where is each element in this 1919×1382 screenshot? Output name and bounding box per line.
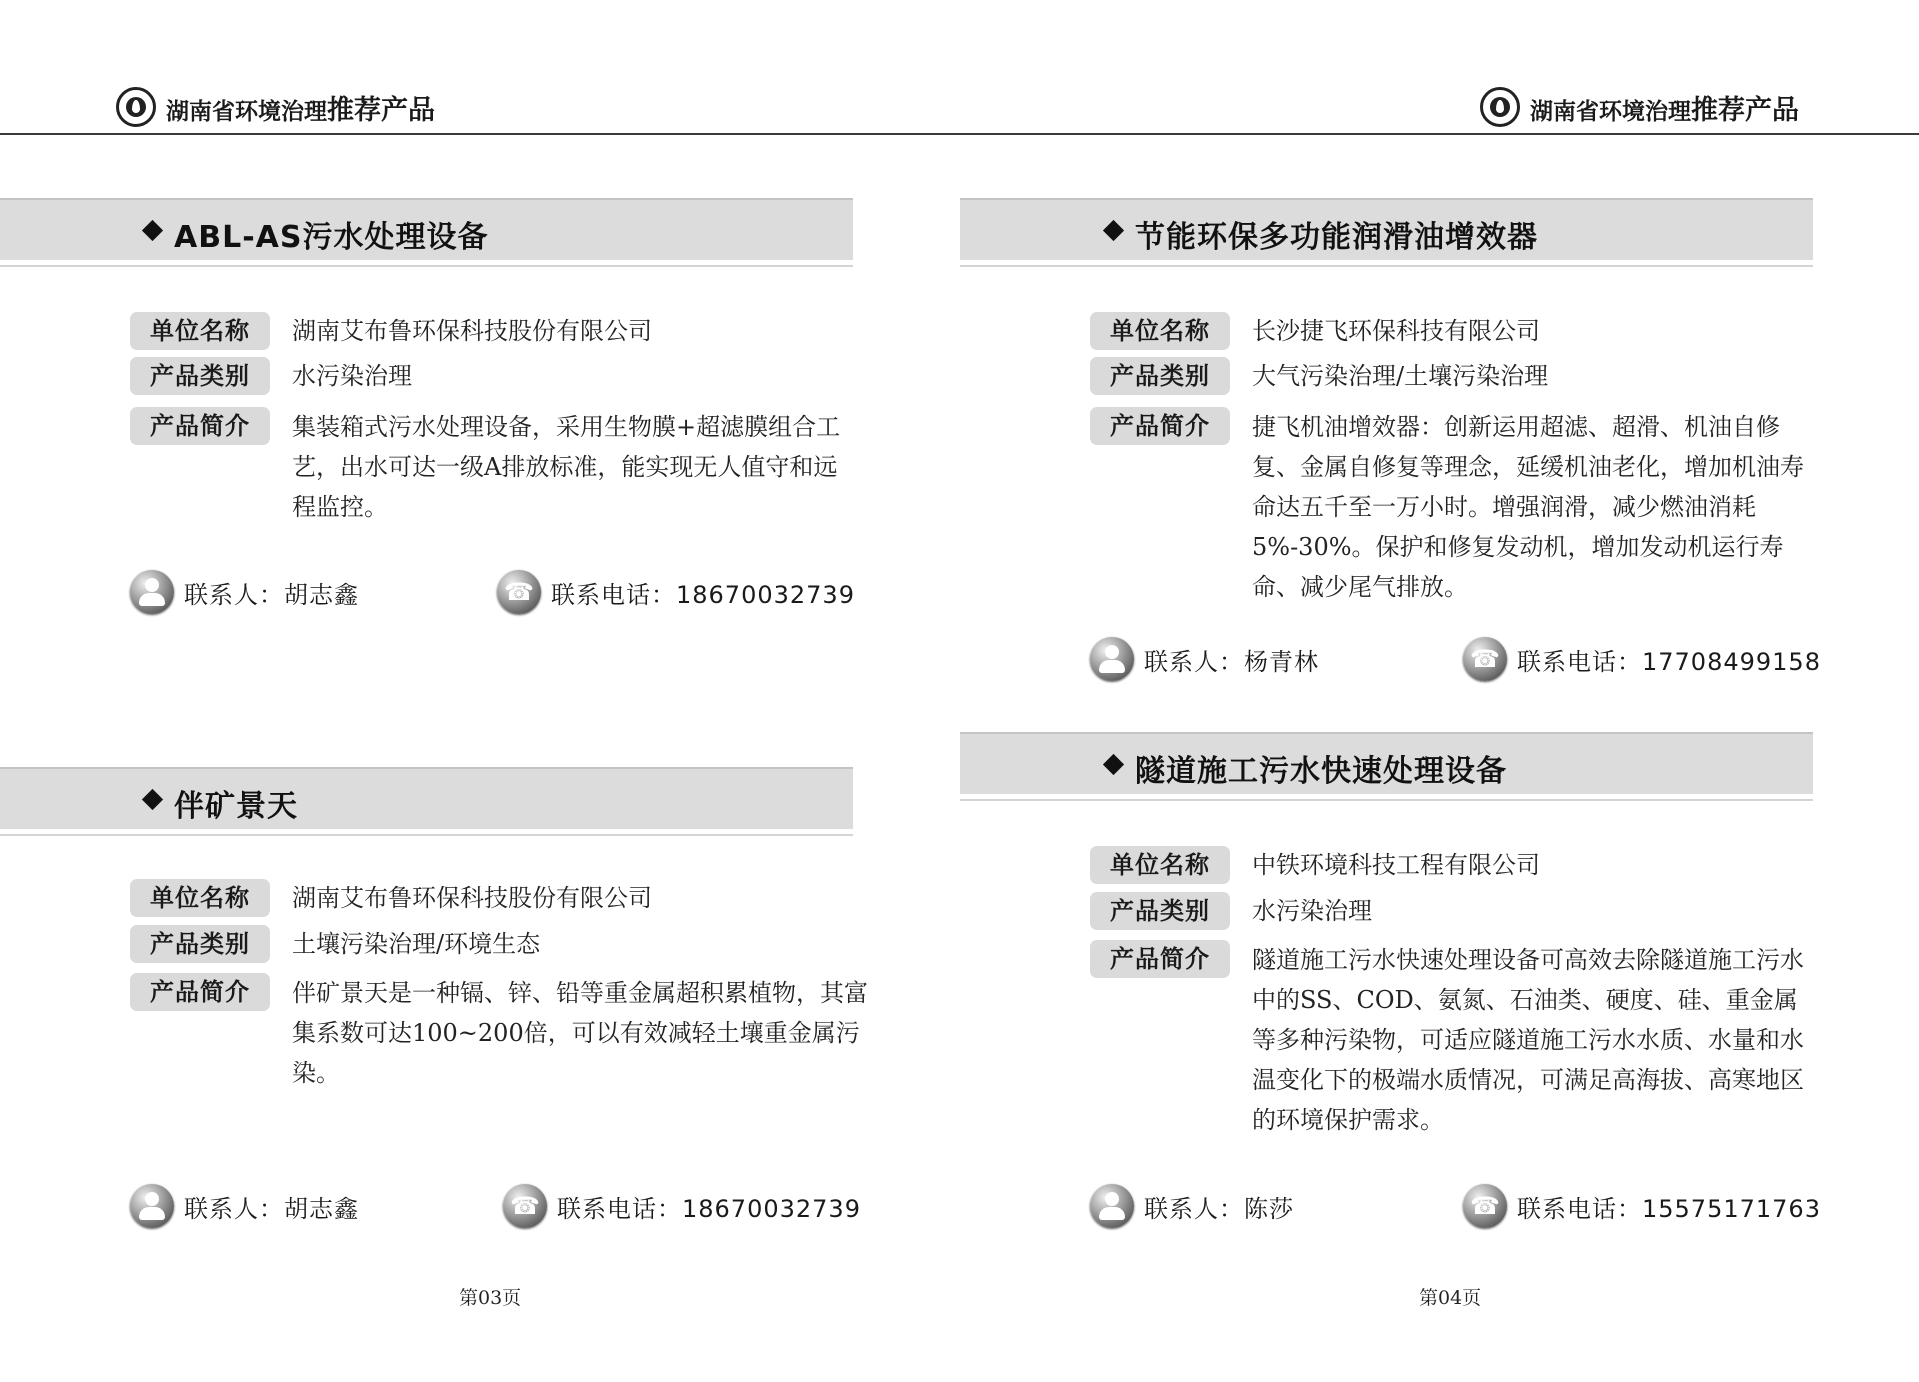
intro-text: 捷飞机油增效器：创新运用超滤、超滑、机油自修复、金属自修复等理念，延缓机油老化，增加机油寿命达五千至一万小时。增强润滑，减少燃油消耗5%-30%。保护和修复发动机，增加发动机运行寿命、减少尾气排放。	[1252, 413, 1804, 601]
person-icon	[130, 570, 174, 614]
product-lubricant-enhancer	[960, 198, 1813, 260]
unit-row	[130, 312, 652, 350]
page-number-right: 第04页	[1419, 1287, 1482, 1309]
phone-text: 联系电话：15575171763	[1517, 1194, 1821, 1223]
intro-text: 集装箱式污水处理设备，采用生物膜+超滤膜组合工艺，出水可达一级A排放标准，能实现无人值守和远程监控。	[292, 413, 841, 521]
intro-text: 隧道施工污水快速处理设备可高效去除隧道施工污水中的SS、COD、氨氮、石油类、硬度、硅、重金属等多种污染物，可适应隧道施工污水水质、水量和水温变化下的极端水质情况，可满足高海拔、高寒地区的环境保护需求。	[1252, 946, 1804, 1134]
product-abl-as	[0, 198, 853, 260]
diamond-bullet-icon	[1103, 754, 1124, 775]
logo-icon	[116, 87, 156, 127]
intro-label: 产品简介	[130, 973, 270, 1011]
phone-text: 联系电话：18670032739	[557, 1194, 861, 1223]
category-value: 水污染治理	[292, 362, 412, 390]
intro-label: 产品简介	[1090, 940, 1230, 978]
product-title-band	[0, 198, 853, 260]
intro-label: 产品简介	[1090, 407, 1230, 445]
category-value: 水污染治理	[1252, 897, 1372, 925]
contact-text: 联系人：胡志鑫	[184, 1194, 359, 1223]
product-title: 伴矿景天	[174, 789, 298, 824]
intro-text: 伴矿景天是一种镉、锌、铅等重金属超积累植物，其富集系数可达100~200倍，可以有效减轻土壤重金属污染。	[292, 979, 868, 1087]
person-icon	[1090, 1184, 1134, 1228]
unit-label: 单位名称	[1090, 312, 1230, 350]
phone-text: 联系电话：18670032739	[551, 580, 855, 609]
product-title-band	[960, 198, 1813, 260]
unit-label: 单位名称	[130, 879, 270, 917]
product-title-band	[960, 732, 1813, 794]
category-label: 产品类别	[130, 925, 270, 963]
contact-phone	[1463, 637, 1821, 681]
unit-row	[1090, 312, 1540, 350]
category-row	[1090, 892, 1372, 930]
product-banxuang-jingtian	[0, 767, 853, 829]
unit-row	[130, 879, 652, 917]
contact-phone	[497, 570, 855, 614]
unit-row	[1090, 846, 1540, 884]
contact-phone	[1463, 1184, 1821, 1228]
unit-value: 湖南艾布鲁环保科技股份有限公司	[292, 884, 652, 912]
unit-value: 中铁环境科技工程有限公司	[1252, 851, 1540, 879]
category-label: 产品类别	[130, 357, 270, 395]
product-title-band	[0, 767, 853, 829]
category-label: 产品类别	[1090, 357, 1230, 395]
unit-value: 长沙捷飞环保科技有限公司	[1252, 317, 1540, 345]
page-header-right	[1480, 86, 1799, 128]
logo-icon	[1480, 87, 1520, 127]
diamond-bullet-icon	[1103, 220, 1124, 241]
contact-phone	[503, 1184, 861, 1228]
intro-row	[130, 973, 872, 1093]
header-title-left: 湖南省环境治理推荐产品	[166, 94, 435, 126]
phone-icon	[497, 570, 541, 614]
phone-icon	[1463, 1184, 1507, 1228]
category-row	[1090, 357, 1548, 395]
phone-icon	[503, 1184, 547, 1228]
product-title: 节能环保多功能润滑油增效器	[1135, 220, 1538, 255]
category-row	[130, 925, 540, 963]
category-value: 土壤污染治理/环境生态	[292, 930, 541, 958]
intro-row	[1090, 407, 1812, 607]
contact-text: 联系人：胡志鑫	[184, 580, 359, 609]
header-rule	[0, 133, 1919, 135]
contact-text: 联系人：杨青林	[1144, 647, 1319, 676]
intro-label: 产品简介	[130, 407, 270, 445]
category-value: 大气污染治理/土壤污染治理	[1252, 362, 1549, 390]
product-tunnel-wastewater	[960, 732, 1813, 794]
header-title-right: 湖南省环境治理推荐产品	[1530, 94, 1799, 126]
contact-person	[1090, 1184, 1294, 1228]
person-icon	[1090, 637, 1134, 681]
product-title: ABL-AS污水处理设备	[174, 220, 489, 255]
unit-value: 湖南艾布鲁环保科技股份有限公司	[292, 317, 652, 345]
category-row	[130, 357, 412, 395]
contact-person	[1090, 637, 1319, 681]
diamond-bullet-icon	[142, 789, 163, 810]
contact-person	[130, 1184, 359, 1228]
unit-label: 单位名称	[130, 312, 270, 350]
phone-icon	[1463, 637, 1507, 681]
contact-person	[130, 570, 359, 614]
product-title: 隧道施工污水快速处理设备	[1135, 754, 1507, 789]
page-number-left: 第03页	[459, 1287, 522, 1309]
intro-row	[1090, 940, 1812, 1140]
unit-label: 单位名称	[1090, 846, 1230, 884]
category-label: 产品类别	[1090, 892, 1230, 930]
phone-text: 联系电话：17708499158	[1517, 647, 1821, 676]
intro-row	[130, 407, 852, 527]
contact-text: 联系人：陈莎	[1144, 1194, 1294, 1223]
diamond-bullet-icon	[142, 220, 163, 241]
person-icon	[130, 1184, 174, 1228]
page-header-left	[116, 86, 435, 128]
